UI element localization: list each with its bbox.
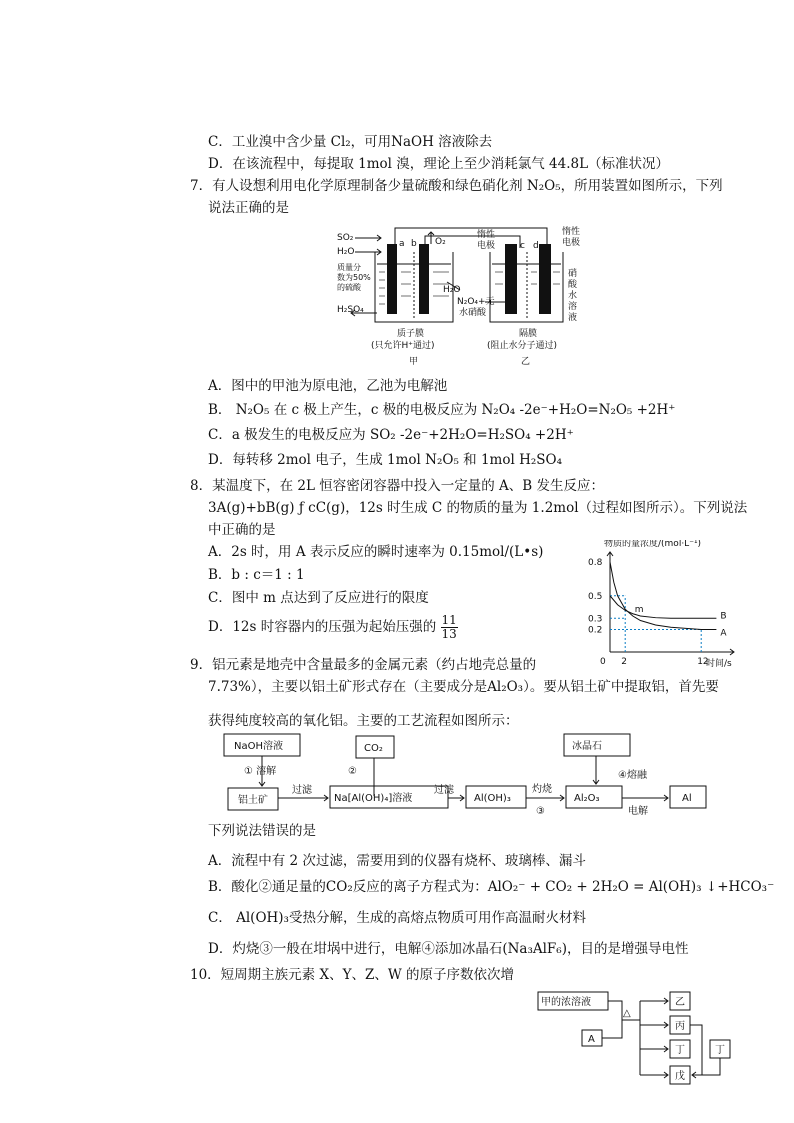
q7-figure [335,222,595,372]
inert-right-2: 电极 [562,238,581,248]
cell-yi: 乙 [521,357,531,367]
nitric-1: 硝 [568,269,578,279]
q10-diagram [536,988,746,1088]
burn-label: 灼烧 [532,784,552,795]
q9-option-a: A．流程中有 2 次过滤，需要用到的仪器有烧杯、玻璃棒、漏斗 [208,853,586,869]
nitric-5: 液 [568,313,578,323]
fraction [441,614,458,641]
y-axis-label: 物质的量浓度/(mol·L⁻¹) [604,540,702,549]
separator-label: 隔膜 [519,329,538,339]
q7-stem: 7．有人设想利用电化学原理制备少量硫酸和绿色硝化剂 N₂O₅，所用装置如图所示，下列 [190,178,723,194]
co2-box: CO₂ [364,743,383,754]
bauxite-box: 铝土矿 [238,795,268,806]
acid-label-1: 质量分 [337,263,361,272]
pem-note: (只允许H⁺通过) [371,341,435,351]
product-bing: 丙 [675,1021,685,1032]
so2-label: SO₂ [337,233,354,243]
series-line-B [610,596,716,619]
series-line-A [610,562,716,630]
step-dissolve: ① 溶解 [244,766,277,777]
nitric-3: 水 [568,291,578,301]
electrode-a: a [399,239,405,249]
q10-stem: 10．短周期主族元素 X、Y、Z、W 的原子序数依次增 [190,967,515,983]
electrode-c: c [520,241,525,251]
al-box: Al [682,793,692,804]
al2o3-box: Al₂O₃ [574,793,600,804]
substance-a: A [588,1034,595,1045]
heat-symbol: △ [623,1008,631,1019]
jia-concentrated: 甲的浓溶液 [541,997,591,1008]
product-ding: 丁 [675,1045,685,1056]
origin-label: 0 [600,657,606,667]
separator-note: (阻止水分子通过) [487,341,558,351]
step-2: ② [348,766,357,777]
filter-1: 过滤 [292,785,312,796]
q8-equation: 3A(g)+bB(g) ƒ cC(g)，12s 时生成 C 的物质的量为 1.2mol（过程如图所示）。下列说法 [208,500,748,516]
q7-option-b: B． N₂O₅ 在 c 极上产生，c 极的电极反应为 N₂O₄ -2e⁻+H₂O=N₂O₅ +2H⁺ [208,402,676,418]
reagent-ding: 丁 [715,1045,725,1056]
cell-jia: 甲 [409,357,419,367]
q8-concentration-chart [566,540,741,668]
h2o-out-label: H₂O [443,285,461,295]
n2o4-label-1: N₂O₄+无 [457,297,495,307]
aloh3-box: Al(OH)₃ [474,793,511,804]
fraction-numerator: 11 [441,613,457,627]
naoh-box: NaOH溶液 [234,741,283,752]
fraction-denominator: 13 [441,627,457,641]
q6-option-d: D．在该流程中，每提取 1mol 溴，理论上至少消耗氯气 44.8L（标准状况） [208,156,670,172]
n2o4-label-2: 水硝酸 [459,308,487,318]
series-label-B: B [720,611,727,622]
electrolysis-label: 电解 [628,806,648,817]
q8-stem: 8．某温度下，在 2L 恒容密闭容器中投入一定量的 A、B 发生反应： [190,478,604,494]
q6-option-c: C．工业溴中含少量 Cl₂，可用NaOH 溶液除去 [208,134,493,150]
h2so4-label: H₂SO₄ [337,305,364,315]
q8-option-d [208,612,458,642]
q9-option-c: C． Al(OH)₃受热分解，生成的高熔点物质可用作高温耐火材料 [208,910,586,926]
pem-label: 质子膜 [397,329,425,339]
x-tick-label: 2 [621,657,627,667]
electrode-b: b [411,239,417,249]
product-yi: 乙 [675,997,685,1008]
nitric-2: 酸 [568,280,578,290]
q9-question: 下列说法错误的是 [208,823,316,839]
series-label-A: A [720,628,727,639]
step-3: ③ [536,806,545,817]
o2-label: O₂ [435,237,446,247]
q8-stem-cont: 中正确的是 [208,522,276,538]
q8-option-b: B．b : c＝1 : 1 [208,567,305,583]
acid-label-3: 的硫酸 [337,283,361,292]
q8-option-d-text: D．12s 时容器内的压强为起始压强的 [208,619,437,635]
q9-stem: 9．铝元素是地壳中含量最多的金属元素（约占地壳总量的 [190,657,537,673]
step-4-melt: ④熔融 [618,770,647,781]
q9-stem-3: 获得纯度较高的氧化铝。主要的工艺流程如图所示： [208,713,519,729]
y-tick-label: 0.5 [588,591,603,602]
nitric-4: 溶 [568,302,578,312]
inert-left-1: 惰性 [477,230,496,240]
filter-2: 过滤 [434,785,454,796]
y-tick-label: 0.3 [588,614,603,625]
acid-label-2: 数为50% [337,273,371,282]
q9-option-d: D．灼烧③一般在坩埚中进行，电解④添加冰晶石(Na₃AlF₆)，目的是增强导电性 [208,941,689,957]
q8-option-a: A．2s 时，用 A 表示反应的瞬时速率为 0.15mol/(L•s) [208,544,544,560]
cryolite-box: 冰晶石 [572,741,602,752]
q7-option-d: D．每转移 2mol 电子，生成 1mol N₂O₅ 和 1mol H₂SO₄ [208,452,562,468]
q8-option-c: C．图中 m 点达到了反应进行的限度 [208,590,429,606]
inert-left-2: 电极 [477,241,496,251]
q7-stem-cont: 说法正确的是 [208,200,289,216]
point-m-label: m [634,604,644,615]
x-axis-label: 时间/s [706,659,732,668]
electrode-d: d [533,241,539,251]
y-tick-label: 0.2 [588,625,603,636]
naaloh4-box: Na[Al(OH)₄]溶液 [334,793,413,804]
q7-option-c: C．a 极发生的电极反应为 SO₂ -2e⁻+2H₂O=H₂SO₄ +2H⁺ [208,427,574,443]
product-wu: 戊 [675,1071,685,1082]
inert-right-1: 惰性 [562,227,581,237]
q9-option-b: B．酸化②通足量的CO₂反应的离子方程式为：AlO₂⁻ + CO₂ + 2H₂O = Al(OH)₃ ↓+HCO₃⁻ [208,879,775,895]
q7-option-a: A．图中的甲池为原电池，乙池为电解池 [208,378,448,394]
x-tick-label: 12 [697,657,709,667]
h2o-in-label: H₂O [337,247,355,257]
q9-stem-2: 7.73%），主要以铝土矿形式存在（主要成分是Al₂O₃）。要从铝土矿中提取铝，首先要 [208,679,719,695]
y-tick-label: 0.8 [588,558,603,568]
q9-flowchart [220,730,720,820]
